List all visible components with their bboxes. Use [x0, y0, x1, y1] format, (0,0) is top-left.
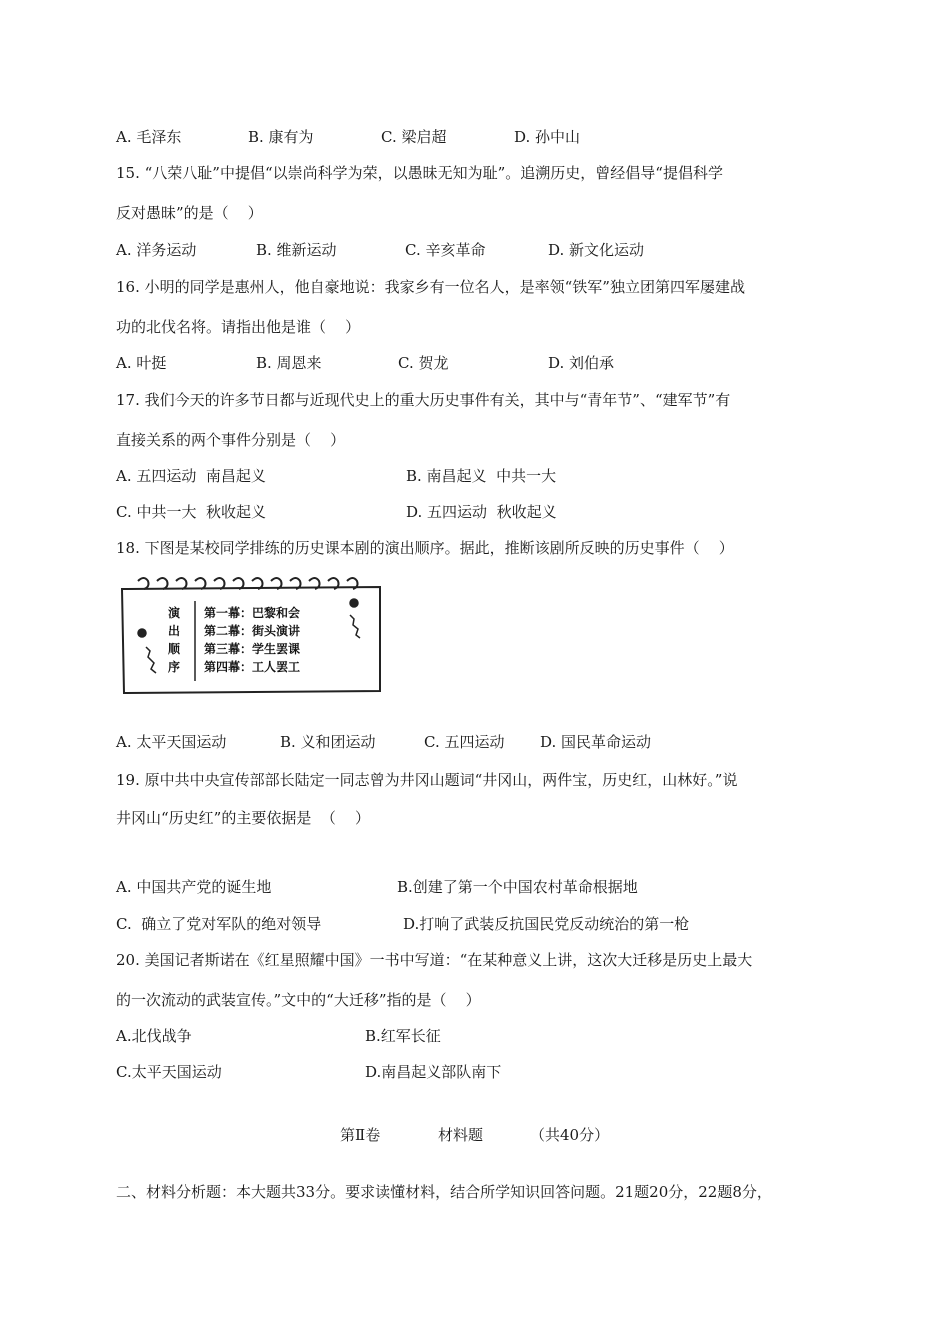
q18-option-a: A. 太平天国运动: [116, 733, 227, 751]
q16-option-b: B. 周恩来: [256, 354, 322, 372]
q18-option-c: C. 五四运动: [424, 733, 505, 751]
q19-option-a: A. 中国共产党的诞生地: [116, 878, 272, 896]
q20-option-c: C.太平天国运动: [116, 1063, 222, 1081]
q19-option-b: B.创建了第一个中国农村革命根据地: [397, 878, 638, 896]
q15-stem-line1: 15. “八荣八耻”中提倡“以崇尚科学为荣，以愚昧无知为耻”。追溯历史，曾经倡导“提倡科学: [116, 164, 723, 182]
q18-stem: 18. 下图是某校同学排练的历史课本剧的演出顺序。据此，推断该剧所反映的历史事件（ ）: [116, 539, 734, 557]
program-side-label-char: 演: [168, 606, 181, 620]
q19-option-d: D.打响了武装反抗国民党反动统治的第一枪: [403, 915, 690, 933]
q16-stem-line2: 功的北伐名将。请指出他是谁（ ）: [116, 318, 361, 336]
q15-option-b: B. 维新运动: [256, 241, 337, 259]
q17-option-c: C. 中共一大 秋收起义: [116, 503, 267, 521]
section2-intro: 二、材料分析题：本大题共33分。要求读懂材料，结合所学知识回答问题。21题20分，22题8分，: [116, 1183, 772, 1201]
q19-stem-line1: 19. 原中共中央宣传部部长陆定一同志曾为井冈山题词“井冈山，两件宝，历史红，山林好。”说: [116, 771, 738, 789]
program-card-figure: [118, 575, 384, 697]
program-act-2: 第二幕：街头演讲: [204, 624, 301, 638]
section-title-type: 材料题: [438, 1126, 484, 1144]
q15-stem-line2: 反对愚昧”的是（ ）: [116, 204, 263, 222]
program-act-3: 第三幕：学生罢课: [204, 642, 301, 656]
section-title-score: （共40分）: [530, 1126, 610, 1144]
q14-option-b: B. 康有为: [248, 128, 314, 146]
q20-option-d: D.南昌起义部队南下: [365, 1063, 502, 1081]
program-act-4: 第四幕：工人罢工: [204, 660, 301, 674]
q17-stem-line1: 17. 我们今天的许多节日都与近现代史上的重大历史事件有关，其中与“青年节”、“建军节”有: [116, 391, 731, 409]
q19-stem-line2: 井冈山“历史红”的主要依据是 （ ）: [116, 809, 370, 827]
q19-option-c: C. 确立了党对军队的绝对领导: [116, 915, 322, 933]
q15-option-a: A. 洋务运动: [116, 241, 197, 259]
q14-option-d: D. 孙中山: [514, 128, 581, 146]
program-card-drawing: [118, 575, 384, 697]
q18-option-d: D. 国民革命运动: [540, 733, 652, 751]
q20-stem-line2: 的一次流动的武装宣传。”文中的“大迁移”指的是（ ）: [116, 991, 481, 1009]
q17-stem-line2: 直接关系的两个事件分别是（ ）: [116, 431, 346, 449]
q15-option-d: D. 新文化运动: [548, 241, 645, 259]
program-side-label-char: 序: [168, 660, 181, 674]
q20-option-a: A.北伐战争: [116, 1027, 192, 1045]
q15-option-c: C. 辛亥革命: [405, 241, 486, 259]
q17-option-b: B. 南昌起义 中共一大: [406, 467, 557, 485]
q17-option-a: A. 五四运动 南昌起义: [116, 467, 266, 485]
q17-option-d: D. 五四运动 秋收起义: [406, 503, 557, 521]
q20-option-b: B.红军长征: [365, 1027, 441, 1045]
q14-option-a: A. 毛泽东: [116, 128, 182, 146]
q16-stem-line1: 16. 小明的同学是惠州人，他自豪地说：我家乡有一位名人，是率领“铁军”独立团第四军屡建战: [116, 278, 745, 296]
q14-option-c: C. 梁启超: [381, 128, 447, 146]
q18-option-b: B. 义和团运动: [280, 733, 376, 751]
q16-option-c: C. 贺龙: [398, 354, 449, 372]
q16-option-d: D. 刘伯承: [548, 354, 615, 372]
program-side-label-char: 顺: [168, 642, 181, 656]
program-act-1: 第一幕：巴黎和会: [204, 606, 301, 620]
section-title-volume: 第Ⅱ卷: [340, 1126, 381, 1144]
q20-stem-line1: 20. 美国记者斯诺在《红星照耀中国》一书中写道：“在某种意义上讲，这次大迁移是历史上最大: [116, 951, 753, 969]
program-side-label-char: 出: [168, 624, 181, 638]
q16-option-a: A. 叶挺: [116, 354, 167, 372]
